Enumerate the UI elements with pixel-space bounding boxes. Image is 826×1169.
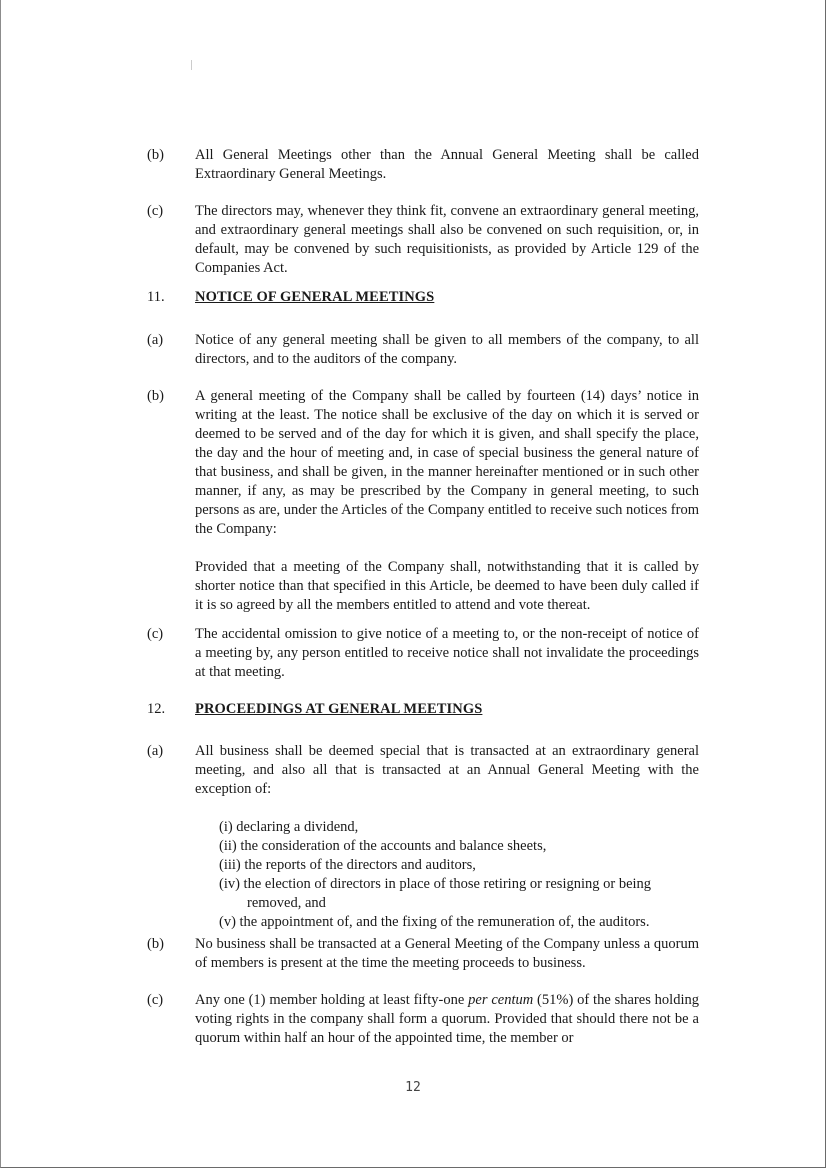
section-title: PROCEEDINGS AT GENERAL MEETINGS xyxy=(195,701,483,717)
clause-c-directors-convene xyxy=(149,202,709,278)
scan-mark xyxy=(191,60,192,70)
clause-label: (a) xyxy=(147,743,164,759)
section-title: NOTICE OF GENERAL MEETINGS xyxy=(195,289,435,305)
clause-text: Notice of any general meeting shall be given to all members of the company, to all directors, and to the auditors of the company. xyxy=(195,332,699,367)
clause-text: No business shall be transacted at a General Meeting of the Company unless a quorum of members is present at the time the meeting proceeds to business. xyxy=(195,936,699,971)
list-item: (i) declaring a dividend, xyxy=(219,819,359,835)
clause-text: All business shall be deemed special that is transacted at an extraordinary general meeting, and also all that is transacted at an Annual General Meeting with the exception of: xyxy=(195,743,699,797)
section-12-heading xyxy=(149,700,709,719)
clause-a-notice xyxy=(149,331,709,369)
clause-text-italic: per centum xyxy=(468,992,534,1008)
clause-b-quorum-required xyxy=(149,935,709,973)
list-item: (v) the appointment of, and the fixing of the remuneration of, the auditors. xyxy=(219,914,650,930)
clause-label: (c) xyxy=(147,203,164,219)
page-number: 12 xyxy=(405,1080,421,1095)
clause-label: (b) xyxy=(147,936,164,952)
clause-b-general-meetings xyxy=(149,146,709,184)
clause-text: The directors may, whenever they think fit, convene an extraordinary general meeting, and extraordinary general meetings shall also be convened on such requisition, or, in default, may be convened by such requisitionists, as provided by Article 129 of the Companies Act. xyxy=(195,203,699,276)
list-item: (ii) the consideration of the accounts and balance sheets, xyxy=(219,838,547,854)
clause-c-quorum-definition xyxy=(149,991,709,1048)
clause-label: (b) xyxy=(147,147,164,163)
clause-c-accidental-omission xyxy=(149,625,709,682)
clause-text-start: Any one (1) member holding at least fifty-one xyxy=(195,992,469,1008)
clause-label: (c) xyxy=(147,626,164,642)
clause-text: A general meeting of the Company shall be called by fourteen (14) days’ notice in writing at the least. The notice shall be exclusive of the day on which it is served or deemed to be served and of the day for which it is given, and shall specify the place, the day and the hour of meeting and, in case of special business the general nature of that business, and shall be given, in the manner hereinafter mentioned or in such other manner, if any, as may be prescribed by the Company in general meeting, to such persons as are, under the Articles of the Company entitled to receive such notices from the Company: xyxy=(195,388,699,537)
clause-label: (a) xyxy=(147,332,164,348)
list-item-continuation: removed, and xyxy=(247,895,326,911)
clause-text: All General Meetings other than the Annual General Meeting shall be called Extraordinary General Meetings. xyxy=(195,147,699,182)
list-item: (iv) the election of directors in place of those retiring or resigning or being xyxy=(219,876,652,892)
clause-label: (c) xyxy=(147,992,164,1008)
section-number: 11. xyxy=(147,289,165,305)
list-item: (iii) the reports of the directors and auditors, xyxy=(219,857,476,873)
section-11-heading xyxy=(149,288,709,307)
clause-b-fourteen-days xyxy=(149,387,709,615)
section-number: 12. xyxy=(147,701,166,717)
exceptions-list xyxy=(219,818,699,932)
clause-proviso: Provided that a meeting of the Company shall, notwithstanding that it is called by shorter notice than that specified in this Article, be deemed to have been duly called if it is so agreed by all the members entitled to attend and vote thereat. xyxy=(195,559,699,613)
clause-text xyxy=(195,991,699,1048)
clause-text-end: (51%) of the shares holding voting rights in the company shall form a quorum. Provided that should there not be a quorum within half an hour of the appointed time, the member or xyxy=(195,992,699,1046)
clause-label: (b) xyxy=(147,388,164,404)
clause-a-special-business xyxy=(149,742,709,932)
clause-text: The accidental omission to give notice of a meeting to, or the non-receipt of notice of a meeting by, any person entitled to receive notice shall not invalidate the proceedings at that meeting. xyxy=(195,626,699,680)
